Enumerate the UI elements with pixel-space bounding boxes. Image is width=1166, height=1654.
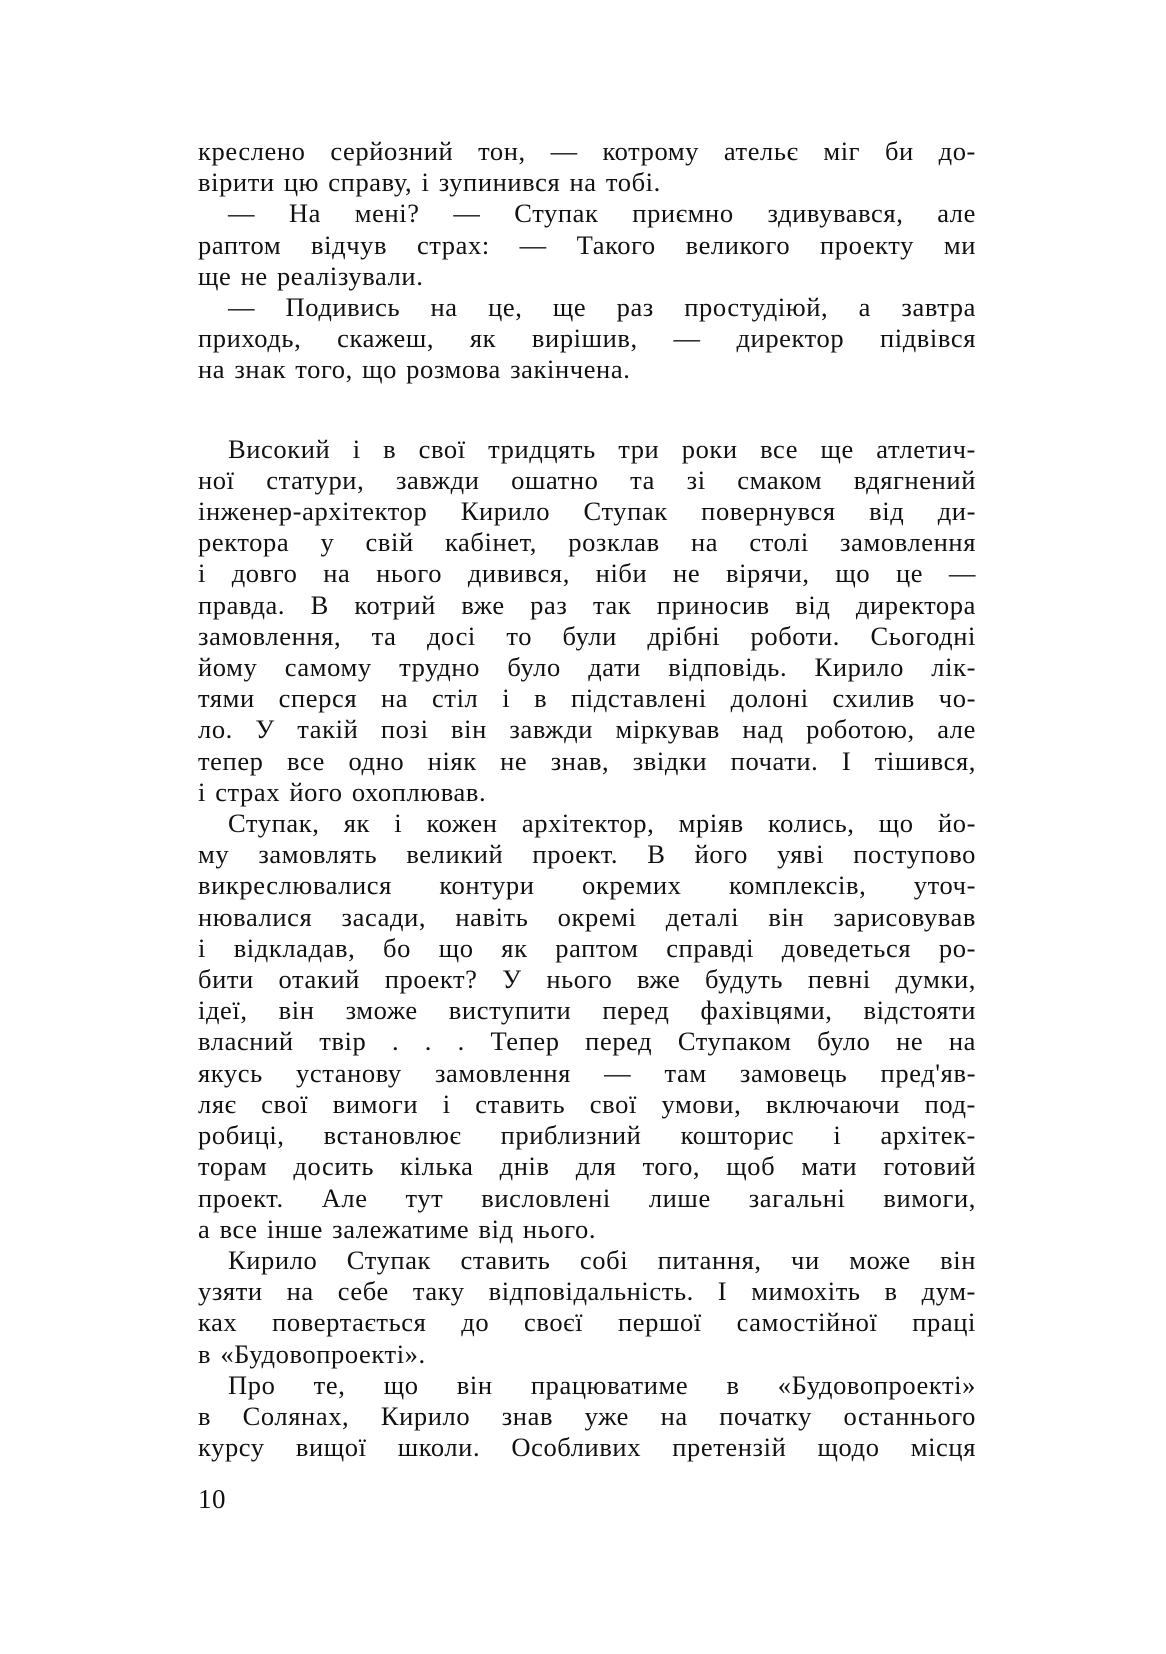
text-line: інженер-архітектор Кирило Ступак повернувся від ди- bbox=[198, 496, 976, 527]
text-line: курсу вищої школи. Особливих претензій щодо місця bbox=[198, 1432, 976, 1463]
page-number: 10 bbox=[198, 1484, 226, 1514]
text-line: — На мені? — Ступак приємно здивувався, але bbox=[228, 198, 976, 229]
text-line: нювалися засади, навіть окремі деталі він зарисовував bbox=[198, 901, 976, 932]
paragraph bbox=[198, 136, 976, 198]
text-line: — Подивись на це, ще раз простудіюй, а завтра bbox=[228, 292, 976, 323]
text-line: Ступак, як і кожен архітектор, мріяв колись, що йо- bbox=[228, 808, 976, 839]
text-line: ідеї, він зможе виступити перед фахівцями, відстояти bbox=[198, 995, 976, 1026]
text-line: Високий і в свої тридцять три роки все ще атлетич- bbox=[228, 433, 976, 464]
text-line: і довго на нього дивився, ніби не вірячи, що це — bbox=[198, 558, 976, 589]
text-line: тепер все одно ніяк не знав, звідки почати. І тішився, bbox=[198, 745, 976, 776]
section-break bbox=[198, 386, 976, 434]
text-line: ляє свої вимоги і ставить свої умови, включаючи под- bbox=[198, 1088, 976, 1119]
paragraph bbox=[198, 808, 976, 1245]
text-line: вірити цю справу, і зупинився на тобі. bbox=[198, 167, 661, 198]
text-line: Про те, що він працюватиме в «Будовопроекті» bbox=[228, 1369, 976, 1400]
text-line: викреслювалися контури окремих комплексів, уточ- bbox=[198, 870, 976, 901]
text-line: правда. В котрий вже раз так приносив від директора bbox=[198, 589, 976, 620]
text-line: Кирило Ступак ставить собі питання, чи може він bbox=[228, 1244, 976, 1275]
text-line: робиці, встановлює приблизний кошторис і архітек- bbox=[198, 1120, 976, 1151]
text-line: тями сперся на стіл і в підставлені долоні схилив чо- bbox=[198, 683, 976, 714]
text-line: му замовлять великий проект. В його уяві поступово bbox=[198, 839, 976, 870]
text-line: бити отакий проект? У нього вже будуть певні думки, bbox=[198, 964, 976, 995]
text-line: власний твір . . . Тепер перед Ступаком було не на bbox=[198, 1026, 976, 1057]
text-line: в «Будовопроекті». bbox=[198, 1338, 426, 1369]
text-line: торам досить кілька днів для того, щоб мати готовий bbox=[198, 1151, 976, 1182]
text-line: замовлення, та досі то були дрібні роботи. Сьогодні bbox=[198, 620, 976, 651]
text-line: ної статури, завжди ошатно та зі смаком вдягнений bbox=[198, 464, 976, 495]
text-line: ло. У такій позі він завжди міркував над роботою, але bbox=[198, 714, 976, 745]
text-line: узяти на себе таку відповідальність. І мимохіть в дум- bbox=[198, 1276, 976, 1307]
text-line: і страх його охоплював. bbox=[198, 776, 487, 807]
text-column bbox=[198, 136, 976, 1463]
paragraph bbox=[198, 1370, 976, 1464]
paragraph bbox=[198, 434, 976, 808]
text-line: в Солянах, Кирило знав уже на початку останнього bbox=[198, 1400, 976, 1431]
text-line: ректора у свій кабінет, розклав на столі замовлення bbox=[198, 527, 976, 558]
paragraph bbox=[198, 292, 976, 386]
text-line: на знак того, що розмова закінчена. bbox=[198, 354, 631, 385]
text-line: і відкладав, бо що як раптом справді доведеться ро- bbox=[198, 932, 976, 963]
text-line: якусь установу замовлення — там замовець пред'яв- bbox=[198, 1057, 976, 1088]
paragraph bbox=[198, 1245, 976, 1370]
text-line: раптом відчув страх: — Такого великого проекту ми bbox=[198, 229, 976, 260]
text-line: проект. Але тут висловлені лише загальні вимоги, bbox=[198, 1182, 976, 1213]
text-line: ках повертається до своєї першої самостійної праці bbox=[198, 1307, 976, 1338]
text-line: а все інше залежатиме від нього. bbox=[198, 1213, 597, 1244]
text-line: приходь, скажеш, як вирішив, — директор підвівся bbox=[198, 323, 976, 354]
text-line: йому самому трудно було дати відповідь. Кирило лік- bbox=[198, 652, 976, 683]
paragraph bbox=[198, 198, 976, 292]
text-line: креслено серйозний тон, — котрому ательє міг би до- bbox=[198, 136, 976, 166]
text-line: ще не реалізували. bbox=[198, 260, 424, 291]
